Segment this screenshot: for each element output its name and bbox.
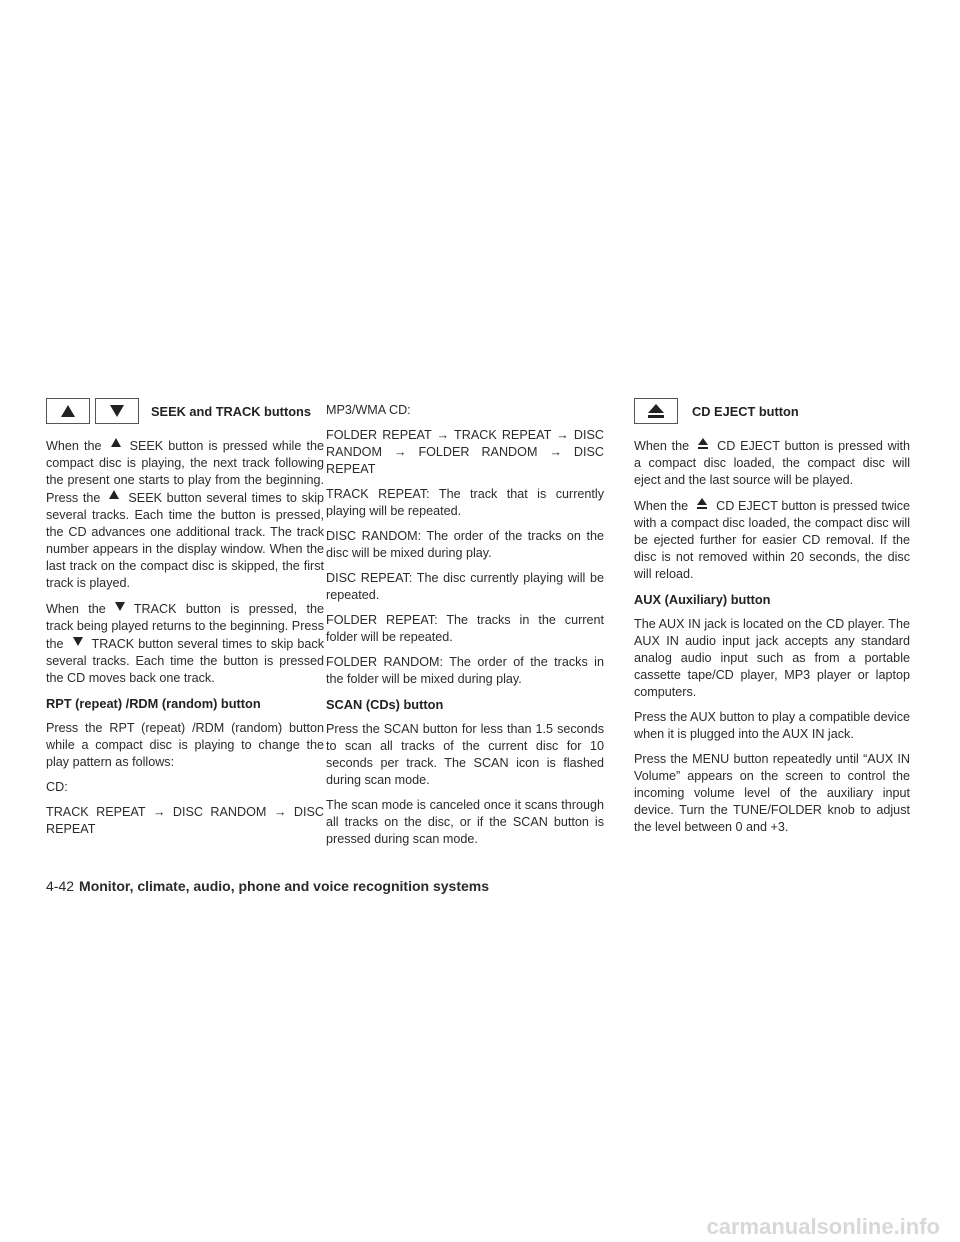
seek-up-icon xyxy=(104,489,124,502)
column-right xyxy=(634,398,910,844)
eject-text-1b: CD EJECT button is pressed with a compact disc loaded, the compact disc will eject and the last source will be played. xyxy=(634,439,911,487)
track-text-a: When the xyxy=(46,602,106,616)
track-paragraph xyxy=(46,600,324,687)
folder-random-desc: FOLDER RANDOM: The order of the tracks in the folder will be mixed during play. xyxy=(326,655,604,686)
rpt-rdm-intro: Press the RPT (repeat) /RDM (random) button while a compact disc is playing to change the play pattern as follows: xyxy=(46,721,324,769)
scan-heading: SCAN (CDs) button xyxy=(326,697,444,712)
eject-icon xyxy=(693,437,713,450)
folder-repeat-desc: FOLDER REPEAT: The tracks in the current folder will be repeated. xyxy=(326,613,604,644)
eject-paragraph-1 xyxy=(634,437,910,489)
column-left xyxy=(46,398,324,846)
track-repeat-desc: TRACK REPEAT: The track that is currently playing will be repeated. xyxy=(326,487,604,518)
cd-label: CD: xyxy=(46,780,68,794)
cd-sequence: TRACK REPEAT → DISC RANDOM → DISC REPEAT xyxy=(46,805,324,836)
mp3-label: MP3/WMA CD: xyxy=(326,403,411,417)
column-middle xyxy=(326,398,604,856)
aux-paragraph-2: Press the AUX button to play a compatible device when it is plugged into the AUX IN jack. xyxy=(634,710,910,741)
track-down-icon xyxy=(95,398,139,424)
seek-track-heading: SEEK and TRACK buttons xyxy=(151,403,311,419)
eject-text-1a: When the xyxy=(634,439,690,453)
eject-icon xyxy=(634,398,678,424)
page-footer xyxy=(46,878,489,894)
aux-paragraph-3: Press the MENU button repeatedly until “AUX IN Volume” appears on the screen to control the incoming volume level of the auxiliary input device. Turn the TUNE/FOLDER knob to adjust the level between 0 and +3. xyxy=(634,752,910,834)
seek-up-icon xyxy=(106,437,126,450)
track-text-b: TRACK button is pressed, the track being played returns to the beginning. Press the xyxy=(46,602,324,651)
disc-repeat-desc: DISC REPEAT: The disc currently playing will be repeated. xyxy=(326,571,604,602)
track-text-c: TRACK button several times to skip back several tracks. Each time the button is pressed the CD moves back one track. xyxy=(46,637,324,685)
rpt-rdm-heading: RPT (repeat) /RDM (random) button xyxy=(46,696,261,711)
seek-track-header xyxy=(46,398,324,424)
aux-paragraph-1: The AUX IN jack is located on the CD player. The AUX IN audio input jack accepts any standard analog audio input such as from a portable cassette tape/CD player, MP3 player or laptop computers. xyxy=(634,617,910,699)
track-down-icon xyxy=(110,600,130,613)
seek-text-a: When the xyxy=(46,439,102,453)
watermark: carmanualsonline.info xyxy=(706,1214,940,1239)
chapter-title: Monitor, climate, audio, phone and voice recognition systems xyxy=(79,878,489,894)
seek-up-icon xyxy=(46,398,90,424)
eject-heading: CD EJECT button xyxy=(692,403,799,419)
seek-text-b: SEEK button is pressed while the compact disc is playing, the next track following the present one starts to play from the beginning. Press the xyxy=(46,439,325,505)
eject-icon xyxy=(692,497,712,510)
track-down-icon xyxy=(68,635,88,648)
aux-heading: AUX (Auxiliary) button xyxy=(634,592,771,607)
seek-paragraph xyxy=(46,437,324,592)
eject-text-2b: CD EJECT button is pressed twice with a compact disc loaded, the compact disc will be ejected further for easier CD removal. If the disc is not removed within 20 seconds, the disc will reload. xyxy=(634,499,911,581)
disc-random-desc: DISC RANDOM: The order of the tracks on the disc will be mixed during play. xyxy=(326,529,604,560)
scan-paragraph-2: The scan mode is canceled once it scans through all tracks on the disc, or if the SCAN button is pressed during scan mode. xyxy=(326,798,604,846)
eject-paragraph-2 xyxy=(634,497,910,583)
mp3-sequence: FOLDER REPEAT → TRACK REPEAT → DISC RANDOM → FOLDER RANDOM → DISC REPEAT xyxy=(326,428,604,476)
page-number: 4-42 xyxy=(46,878,75,894)
eject-text-2a: When the xyxy=(634,499,689,513)
eject-header xyxy=(634,398,910,424)
scan-paragraph-1: Press the SCAN button for less than 1.5 seconds to scan all tracks of the current disc for 10 seconds per track. The SCAN icon is flashed during scan mode. xyxy=(326,722,604,787)
seek-text-c: SEEK button several times to skip several tracks. Each time the button is pressed, the CD advances one additional track. The track number appears in the display window. When the last track on the compact disc is skipped, the first track is played. xyxy=(46,491,324,590)
